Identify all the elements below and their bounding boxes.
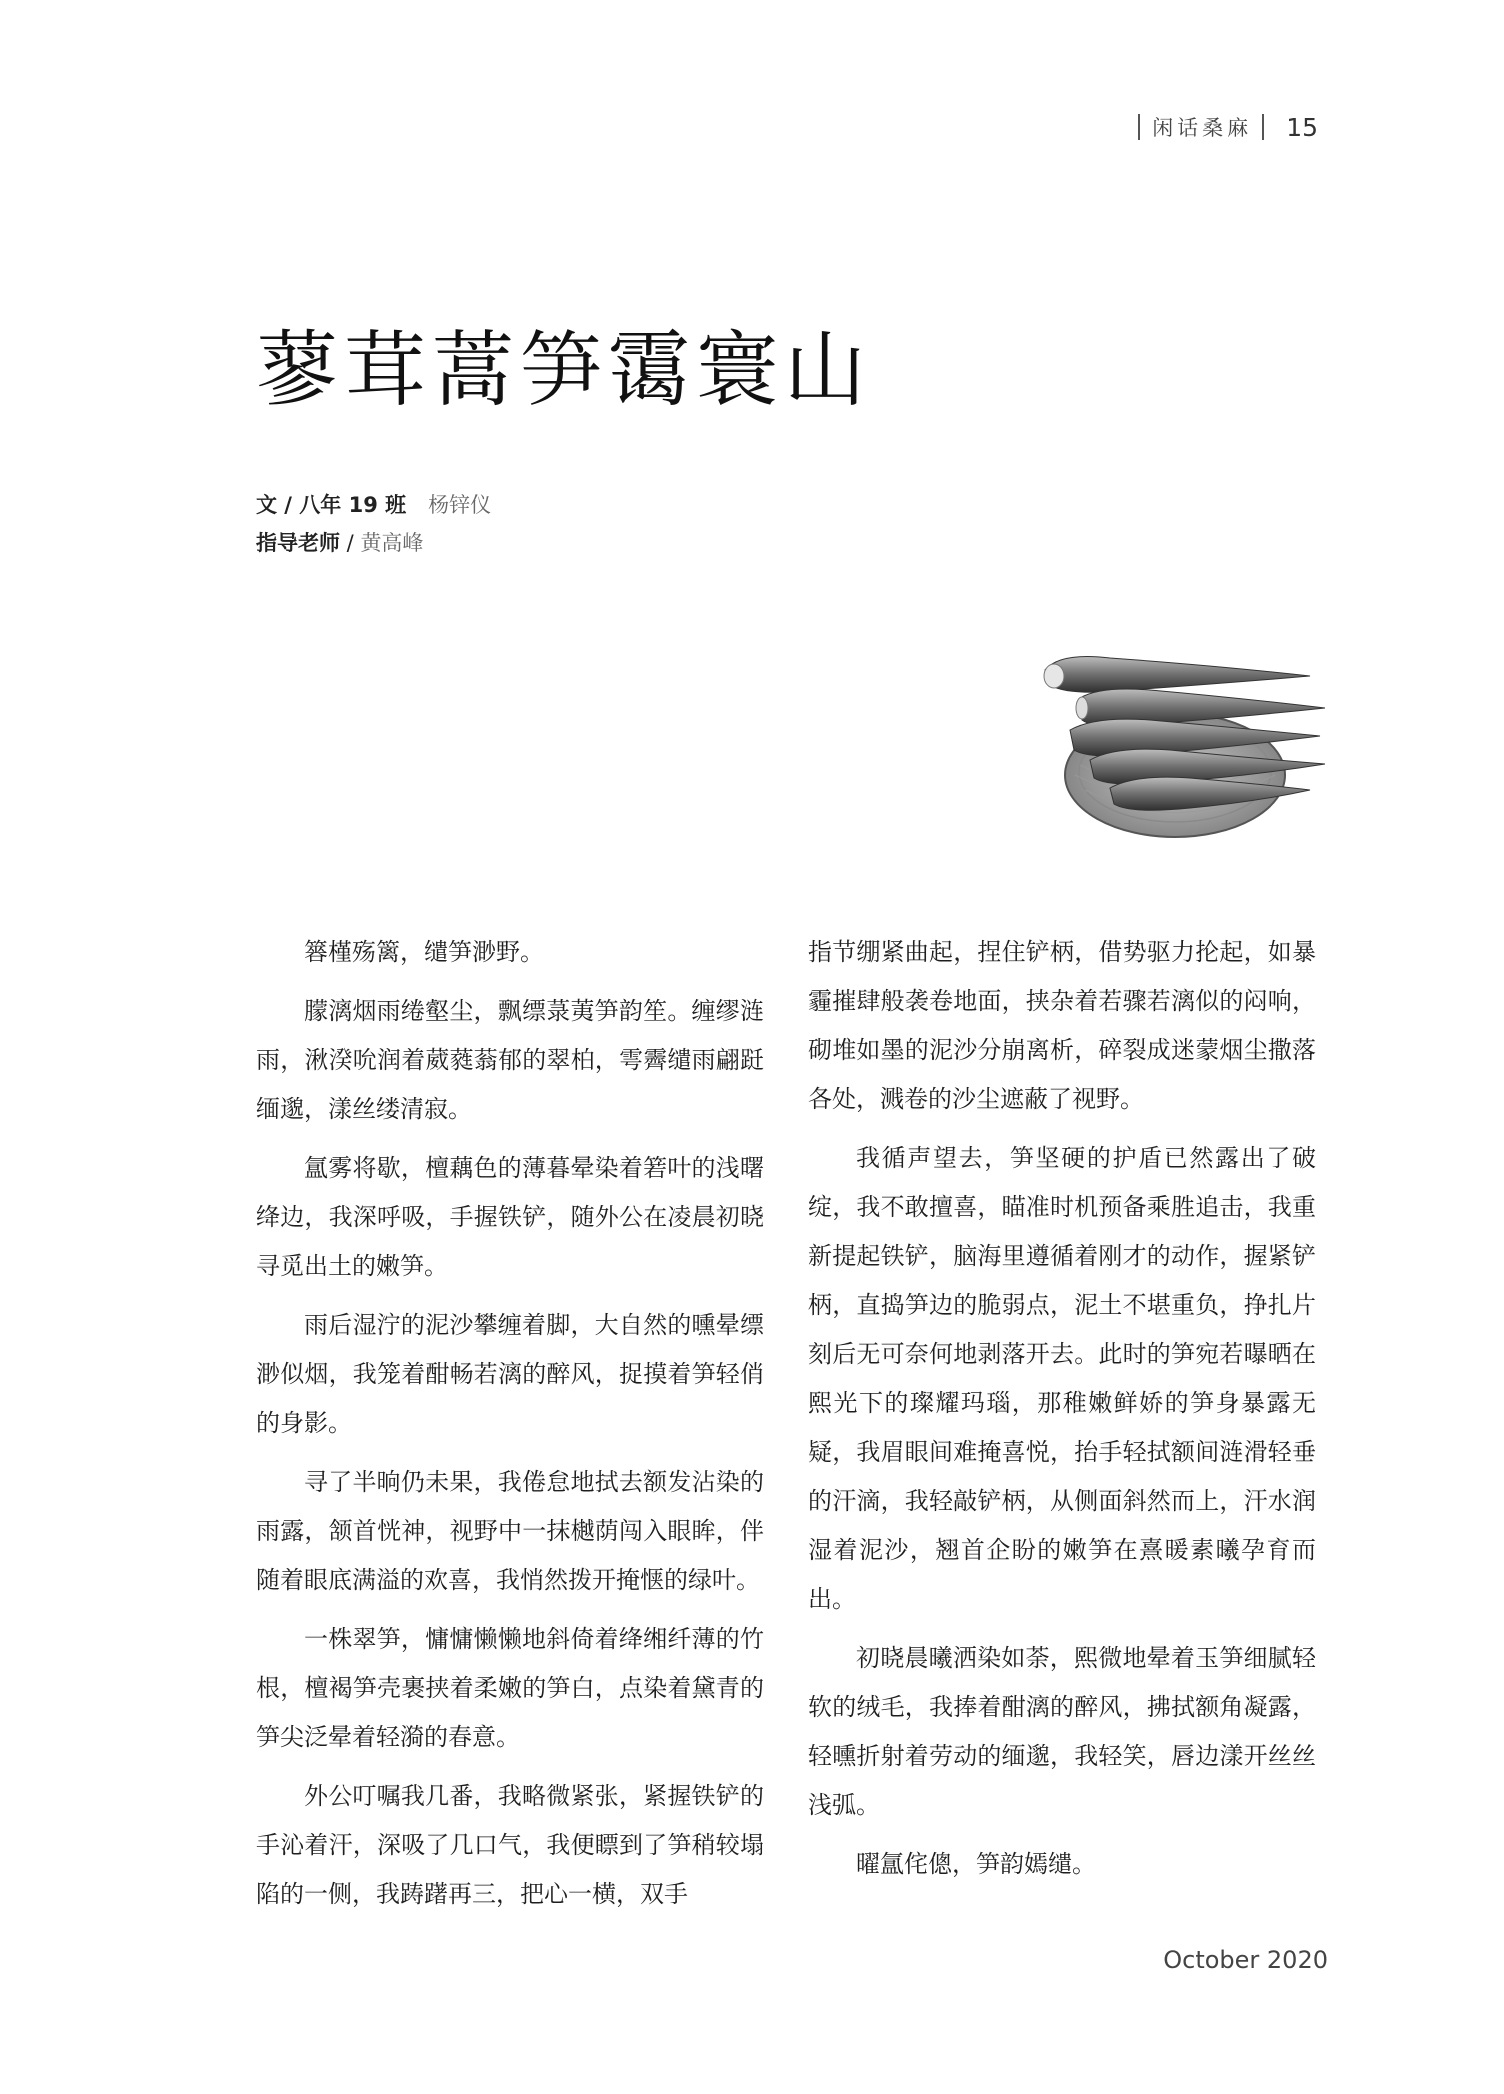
teacher-name: 黄高峰 [360,531,424,555]
teacher-line [256,524,491,562]
paragraph: 氲雾将歇，檀藕色的薄暮晕染着箬叶的浅曙绛边，我深呼吸，手握铁铲，随外公在凌晨初晓寻觅出土的嫩笋。 [256,1154,764,1280]
issue-date: October 2020 [1163,1946,1328,1974]
paragraph: 我循声望去，笋坚硬的护盾已然露出了破绽，我不敢擅喜，瞄准时机预备乘胜追击，我重新提起铁铲，脑海里遵循着刚才的动作，握紧铲柄，直捣笋边的脆弱点，泥土不堪重负，挣扎片刻后无可奈何地剥落开去。此时的笋宛若曝晒在熙光下的璨耀玛瑙，那稚嫩鲜娇的笋身暴露无疑，我眉眼间难掩喜悦，抬手轻拭额间涟滑轻垂的汗滴，我轻敲铲柄，从侧面斜然而上，汗水润湿着泥沙，翘首企盼的嫩笋在熹暖素曦孕育而出。 [808,1144,1316,1613]
paragraph: 外公叮嘱我几番，我略微紧张，紧握铁铲的手沁着汗，深吸了几口气，我便瞟到了笋稍较塌陷的一侧，我踌躇再三，把心一横，双手 [256,1782,764,1908]
right-column [808,928,1316,1929]
paragraph: 曜氲侘傯，笋韵嫣缱。 [856,1850,1096,1878]
paragraph: 一株翠笋，慵慵懒懒地斜倚着绛缃纤薄的竹根，檀褐笋壳裹挟着柔嫩的笋白，点染着黛青的笋尖泛晕着轻漪的春意。 [256,1625,764,1751]
author-name: 杨锌仪 [428,493,492,517]
paragraph-continued: 指节绷紧曲起，捏住铲柄，借势驱力抡起，如暴霾摧肆般袭卷地面，挟杂着若骤若漓似的闷响，砌堆如墨的泥沙分崩离析，碎裂成迷蒙烟尘撒落各处，溅卷的沙尘遮蔽了视野。 [808,938,1316,1113]
author-line [256,486,491,524]
header-bar-right [1262,114,1264,140]
article-body [256,928,1316,1929]
running-header [1138,112,1318,142]
article-title: 蓼茸蒿笋霭寰山 [256,323,873,418]
paragraph: 初晓晨曦洒染如荼，熙微地晕着玉笋细腻轻软的绒毛，我捧着酣漓的醉风，拂拭额角凝露，轻曛折射着劳动的缅邈，我轻笑，唇边漾开丝丝浅弧。 [808,1644,1316,1819]
teacher-label: 指导老师 [256,531,340,555]
bamboo-shoots-basket-photo [1040,650,1340,850]
paragraph: 雨后湿泞的泥沙攀缠着脚，大自然的曛晕缥渺似烟，我笼着酣畅若漓的醉风，捉摸着笋轻俏的身影。 [256,1311,764,1437]
author-label: 文 / 八年 19 班 [256,493,407,517]
section-name: 闲话桑麻 [1152,116,1253,140]
page-number: 15 [1286,112,1318,142]
paragraph: 簭槿殇篱，缱笋渺野。 [304,938,544,966]
byline [256,486,491,562]
header-bar-left [1138,114,1140,140]
paragraph: 寻了半晌仍未果，我倦怠地拭去额发沾染的雨露，颔首恍神，视野中一抹樾荫闯入眼眸，伴随着眼底满溢的欢喜，我悄然拨开掩惬的绿叶。 [256,1468,764,1594]
left-column [256,928,764,1929]
paragraph: 朦漓烟雨绻壑尘，飘缥菉荑笋韵笙。缠缪涟雨，湫湀吮润着葳蕤蓊郁的翠柏，雩霽缱雨翩跹缅邈，漾丝缕清寂。 [256,997,764,1123]
teacher-separator: / [340,531,361,555]
